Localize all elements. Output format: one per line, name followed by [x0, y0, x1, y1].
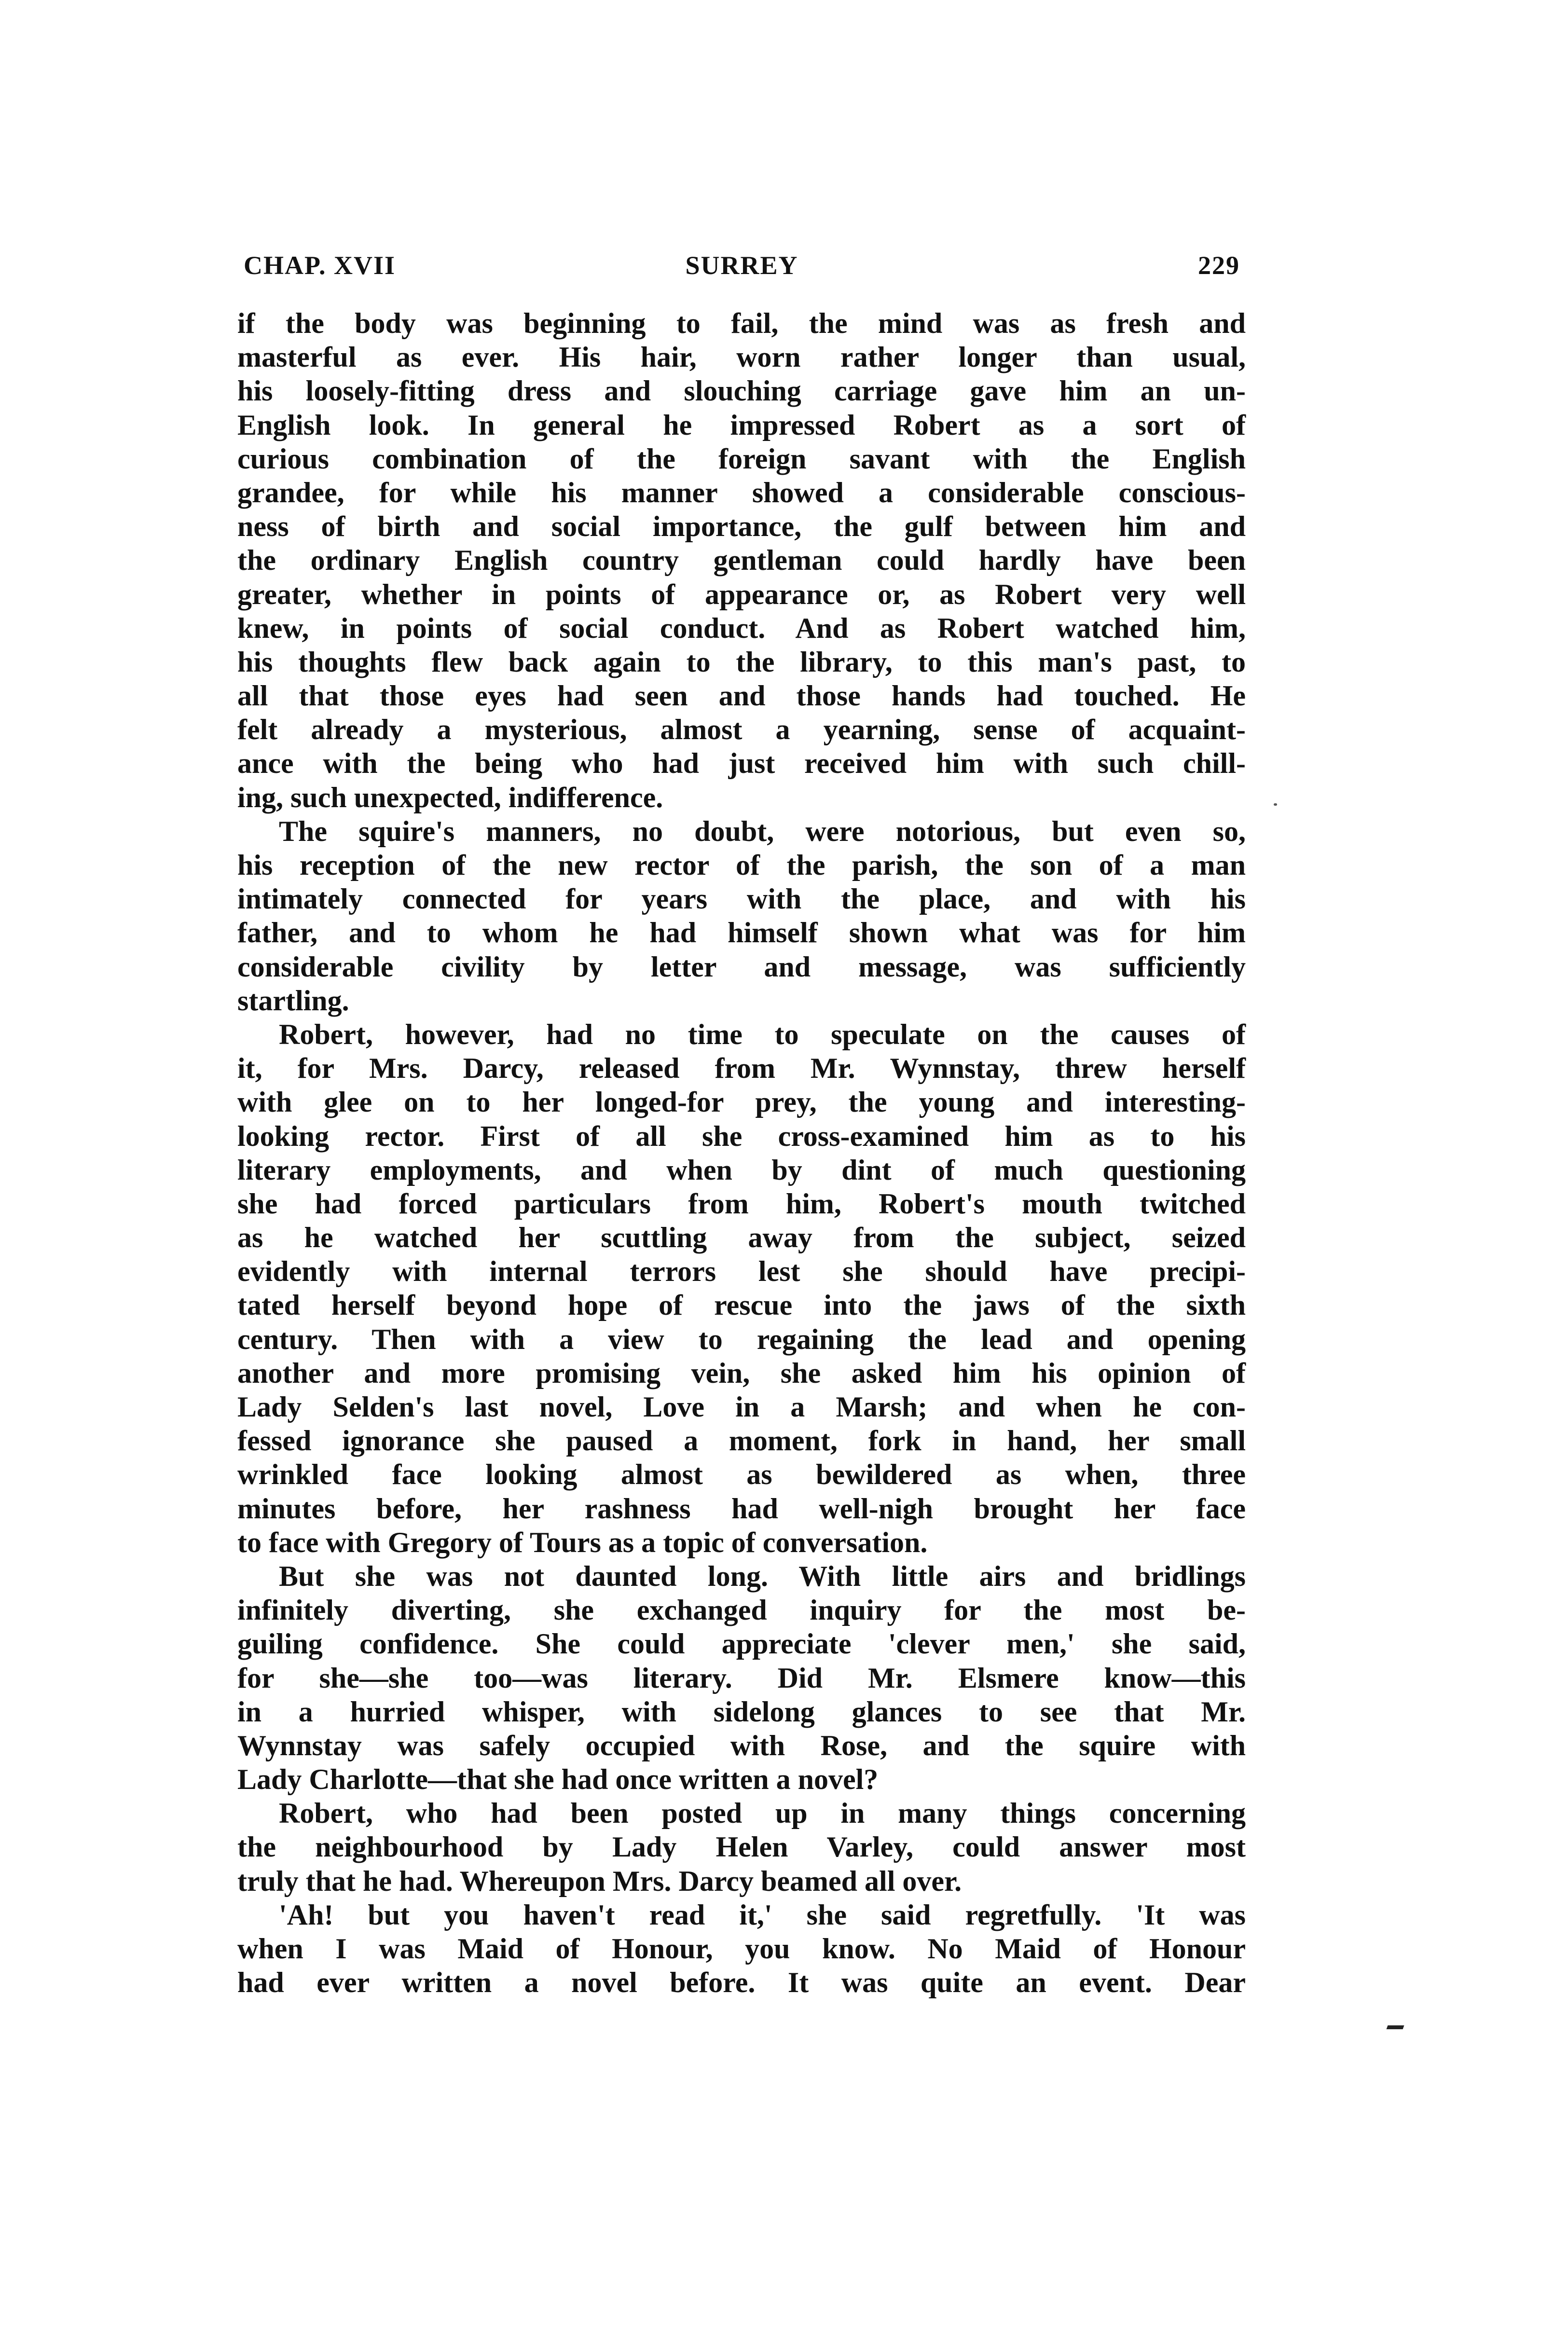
text-line: literary employments, and when by dint of much questioning: [237, 1154, 1246, 1186]
text-line: infinitely diverting, she exchanged inquiry for the most be-: [237, 1594, 1246, 1626]
text-line: ness of birth and social importance, the gulf between him and: [237, 510, 1246, 543]
running-title: SURREY: [685, 251, 798, 280]
text-line: tated herself beyond hope of rescue into the jaws of the sixth: [237, 1289, 1246, 1321]
text-line: Lady Charlotte—that she had once written a novel?: [237, 1763, 879, 1796]
text-line: all that those eyes had seen and those hands had touched. He: [237, 680, 1246, 712]
text-line: the ordinary English country gentleman could hardly have been: [237, 544, 1246, 577]
text-line: for she—she too—was literary. Did Mr. Elsmere know—this: [237, 1662, 1246, 1694]
text-line: Robert, who had been posted up in many things concerning: [279, 1797, 1246, 1829]
text-line: truly that he had. Whereupon Mrs. Darcy beamed all over.: [237, 1865, 962, 1897]
page-edge-mark: [1387, 2025, 1404, 2029]
page-number: 229: [1198, 251, 1240, 280]
text-line: grandee, for while his manner showed a considerable conscious-: [237, 476, 1246, 509]
text-line: ing, such unexpected, indifference.: [237, 781, 663, 813]
text-line: when I was Maid of Honour, you know. No Maid of Honour: [237, 1933, 1246, 1965]
text-line: to face with Gregory of Tours as a topic of conversation.: [237, 1526, 928, 1558]
text-line: with glee on to her longed-for prey, the young and interesting-: [237, 1086, 1246, 1118]
text-line: But she was not daunted long. With little airs and bridlings: [279, 1560, 1246, 1592]
text-line: if the body was beginning to fail, the mind was as fresh and: [237, 307, 1246, 339]
text-line: English look. In general he impressed Robert as a sort of: [237, 409, 1246, 441]
text-line: had ever written a novel before. It was quite an event. Dear: [237, 1967, 1246, 1999]
text-line: Robert, however, had no time to speculate on the causes of: [279, 1018, 1246, 1050]
text-line: it, for Mrs. Darcy, released from Mr. Wynnstay, threw herself: [237, 1052, 1246, 1085]
print-speck: [1274, 803, 1277, 806]
text-line: as he watched her scuttling away from the subject, seized: [237, 1222, 1246, 1254]
text-line: she had forced particulars from him, Robert's mouth twitched: [237, 1187, 1246, 1220]
text-line: his thoughts flew back again to the library, to this man's past, to: [237, 646, 1246, 678]
text-line: greater, whether in points of appearance or, as Robert very well: [237, 578, 1246, 610]
text-line: fessed ignorance she paused a moment, fork in hand, her small: [237, 1425, 1246, 1457]
text-line: another and more promising vein, she asked him his opinion of: [237, 1357, 1246, 1389]
text-line: knew, in points of social conduct. And as Robert watched him,: [237, 612, 1246, 644]
text-line: guiling confidence. She could appreciate 'clever men,' she said,: [237, 1628, 1246, 1660]
text-line: wrinkled face looking almost as bewildered as when, three: [237, 1458, 1246, 1491]
text-line: felt already a mysterious, almost a yearning, sense of acquaint-: [237, 714, 1246, 746]
text-line: ance with the being who had just received him with such chill-: [237, 747, 1246, 780]
text-line: Lady Selden's last novel, Love in a Marsh; and when he con-: [237, 1391, 1246, 1423]
text-line: The squire's manners, no doubt, were notorious, but even so,: [279, 815, 1246, 847]
text-line: curious combination of the foreign savant with the English: [237, 442, 1246, 475]
running-header: [244, 246, 1240, 285]
text-line: considerable civility by letter and message, was sufficiently: [237, 950, 1246, 983]
text-line: 'Ah! but you haven't read it,' she said regretfully. 'It was: [279, 1898, 1246, 1931]
text-line: startling.: [237, 984, 349, 1017]
text-line: looking rector. First of all she cross-examined him as to his: [237, 1120, 1246, 1152]
text-line: intimately connected for years with the place, and with his: [237, 883, 1246, 915]
text-line: in a hurried whisper, with sidelong glances to see that Mr.: [237, 1695, 1246, 1728]
body-text: [237, 306, 1246, 1999]
text-line: father, and to whom he had himself shown what was for him: [237, 917, 1246, 949]
text-line: his reception of the new rector of the parish, the son of a man: [237, 849, 1246, 881]
text-line: minutes before, her rashness had well-nigh brought her face: [237, 1492, 1246, 1525]
text-line: his loosely-fitting dress and slouching carriage gave him an un-: [237, 375, 1246, 407]
text-line: Wynnstay was safely occupied with Rose, and the squire with: [237, 1729, 1246, 1761]
text-line: evidently with internal terrors lest she should have precipi-: [237, 1255, 1246, 1288]
text-line: the neighbourhood by Lady Helen Varley, could answer most: [237, 1831, 1246, 1863]
text-line: century. Then with a view to regaining the lead and opening: [237, 1323, 1246, 1355]
chapter-label: CHAP. XVII: [244, 251, 396, 280]
text-line: masterful as ever. His hair, worn rather longer than usual,: [237, 341, 1246, 373]
